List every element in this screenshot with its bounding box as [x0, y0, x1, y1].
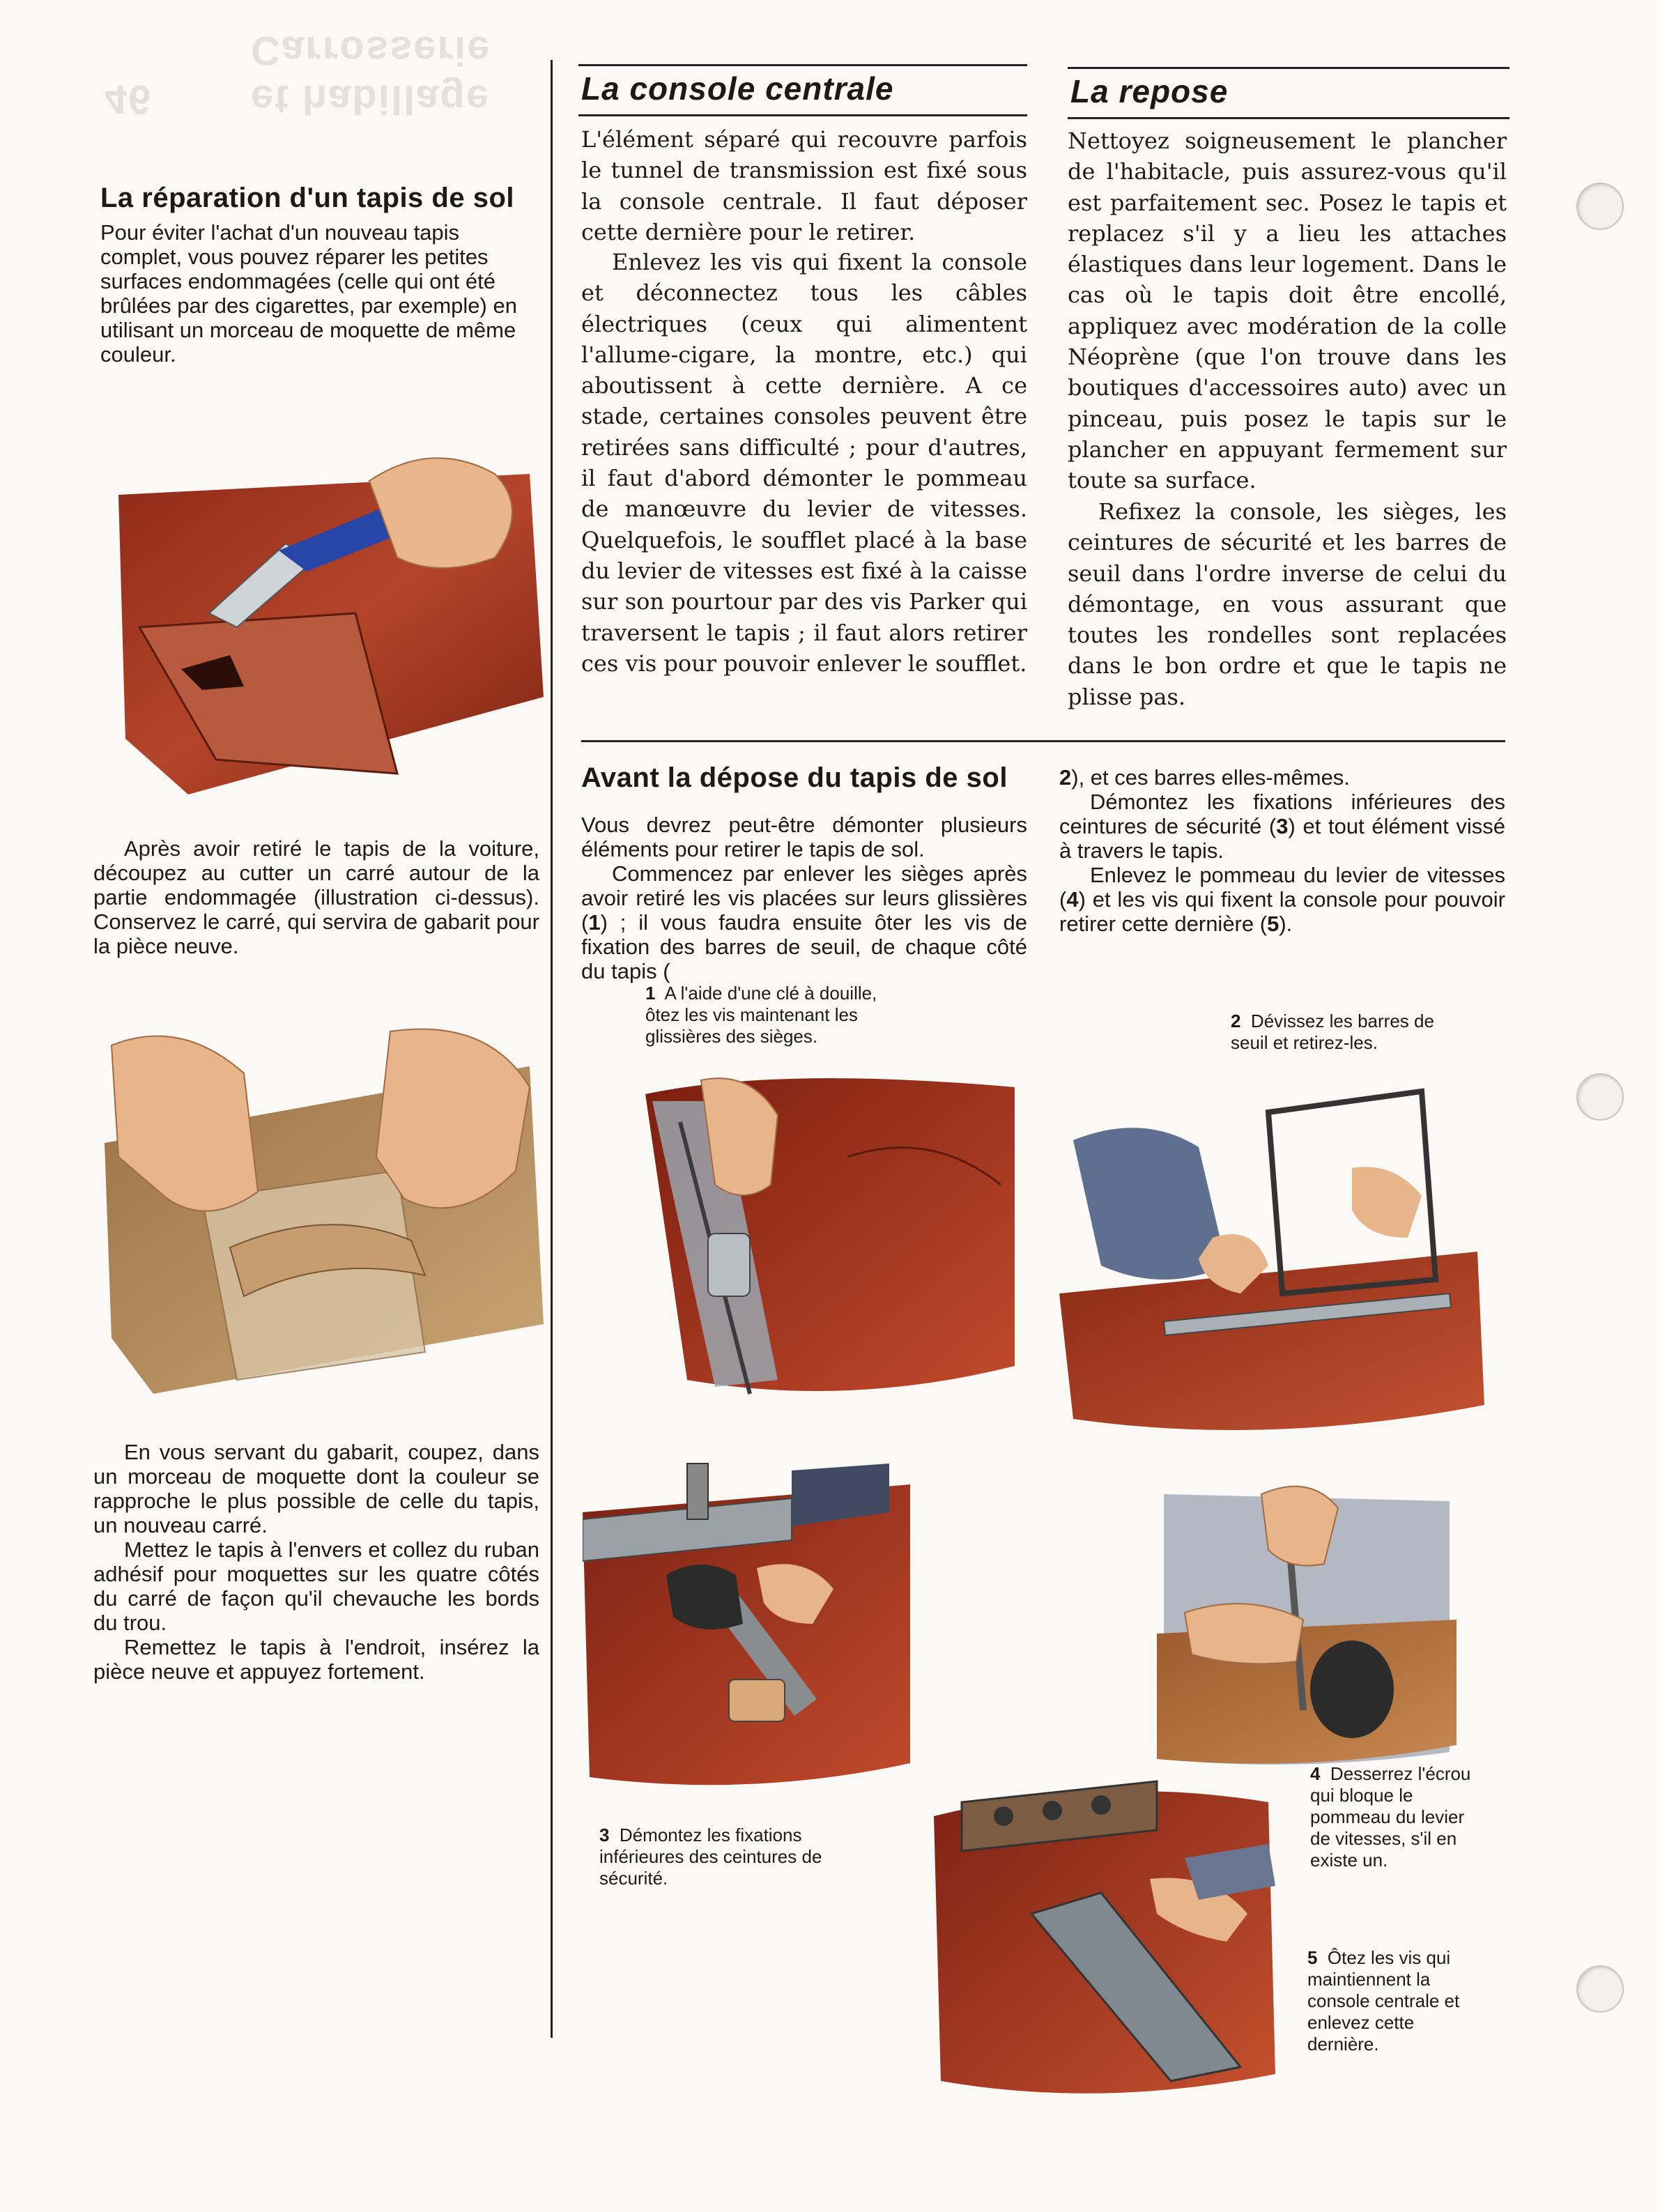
avant-para1: Vous devrez peut-être démonter plusieurs éléments pour retirer le tapis de sol.	[581, 813, 1027, 861]
binder-hole-middle	[1576, 1073, 1624, 1121]
avant-p2c: ), et ces barres elles-mêmes.	[1071, 765, 1350, 790]
caption-3-text: Démontez les fixations inférieures des ceintures de sécurité.	[599, 1825, 822, 1889]
ref-1: 1	[588, 910, 601, 935]
ref-3: 3	[1276, 814, 1289, 838]
caption-4-text: Desserrez l'écrou qui bloque le pommeau du levier de vitesses, s'il en existe un.	[1310, 1763, 1471, 1871]
illustration-seat-rail	[638, 1073, 1029, 1408]
console-para2: Enlevez les vis qui fixent la console et déconnectez tous les câbles électriques (ceux qui alimentent l'allume-cigare, la montre, etc.) qui aboutissent à cette dernière. A ce stade, certaines consoles peuvent être retirées sans difficulté ; pour d'autres, il faut d'abord démonter le pommeau de manœuvre du levier de vitesses. Quelquefois, le soufflet placé à la base du levier de vitesses est fixé à la caisse sur son pourtour par des vis Parker qui traversent le tapis ; il faut alors retirer ces vis pour pouvoir enlever le soufflet.	[581, 249, 1027, 677]
binder-hole-bottom	[1576, 1965, 1624, 2013]
repair-heading: La réparation d'un tapis de sol	[100, 183, 514, 213]
avant-body-col2	[1059, 765, 1505, 936]
console-title: La console centrale	[581, 70, 894, 107]
avant-para2-cont	[1059, 765, 1505, 790]
repose-top-rule	[1068, 67, 1509, 69]
caption-3	[599, 1825, 836, 1889]
avant-body-col1	[581, 813, 1027, 983]
ref-4: 4	[1066, 887, 1079, 912]
caption-5-num: 5	[1307, 1947, 1318, 1968]
repose-title: La repose	[1070, 73, 1229, 109]
caption-5-text: Ôtez les vis qui maintiennent la console centrale et enlevez cette dernière.	[1307, 1947, 1460, 2054]
ghost-header-line2: et habillage	[251, 77, 491, 122]
ref-5: 5	[1267, 912, 1279, 936]
repair-para2: En vous servant du gabarit, coupez, dans un morceau de moquette dont la couleur se rapproche le plus possible de celle du tapis, un nouveau carré.	[93, 1440, 539, 1537]
caption-5	[1307, 1947, 1482, 2055]
binder-hole-top	[1576, 183, 1624, 230]
console-para1: L'élément séparé qui recouvre parfois le tunnel de transmission est fixé sous la console centrale. Il faut déposer cette dernière pour le retirer.	[581, 126, 1027, 245]
repose-para2: Refixez la console, les sièges, les ceintures de sécurité et les barres de seuil dans l'ordre inverse de celui du démontage, en vous assurant que toutes les rondelles sont replacées dans le bon ordre et que le tapis ne plisse pas.	[1068, 498, 1507, 710]
repair-para1: Après avoir retiré le tapis de la voiture, découpez au cutter un carré autour de la partie endommagée (illustration ci-dessus). Conservez le carré, qui servira de gabarit pour la pièce neuve.	[93, 836, 539, 958]
avant-p2b: ) ; il vous faudra ensuite ôter les vis de fixation des barres de seuil, de chaque côté du tapis (	[581, 910, 1027, 983]
repose-title-rule	[1068, 117, 1509, 119]
illustration-console-removal	[920, 1774, 1282, 2102]
illustration-hands-template	[98, 1017, 551, 1408]
avant-para3	[1059, 790, 1505, 863]
avant-p4b: ) et les vis qui fixent la console pour pouvoir retirer cette dernière (	[1059, 887, 1505, 936]
caption-2-text: Dévissez les barres de seuil et retirez-les.	[1231, 1011, 1434, 1053]
illustration-sill-bar	[1059, 1084, 1491, 1433]
caption-2	[1231, 1011, 1461, 1054]
avant-p2a: Commencez par enlever les sièges après avoir retiré les vis placées sur leurs glissières (	[581, 861, 1027, 935]
caption-3-num: 3	[599, 1825, 610, 1845]
console-top-rule	[578, 64, 1027, 66]
caption-1-text: A l'aide d'une clé à douille, ôtez les vis maintenant les glissières des sièges.	[645, 983, 877, 1047]
avant-p3a: Démontez les fixations inférieures des ceintures de sécurité (	[1059, 790, 1505, 838]
caption-2-num: 2	[1231, 1011, 1241, 1031]
ref-2: 2	[1059, 765, 1072, 790]
caption-1	[645, 983, 882, 1047]
avant-p4c: ).	[1279, 912, 1293, 936]
caption-4	[1310, 1763, 1484, 1871]
section-divider	[581, 740, 1505, 742]
repair-intro: Pour éviter l'achat d'un nouveau tapis complet, vous pouvez réparer les petites surfaces endommagées (celle qui ont été brûlées par des cigarettes, par exemple) en utilisant un morceau de moquette de même couleur.	[100, 220, 517, 367]
avant-para2-start	[581, 861, 1027, 983]
avant-heading: Avant la dépose du tapis de sol	[581, 762, 1008, 793]
avant-para4	[1059, 863, 1505, 936]
repair-para4: Remettez le tapis à l'endroit, insérez la pièce neuve et appuyez fortement.	[93, 1635, 539, 1684]
illustration-cutter-carpet	[105, 446, 551, 815]
avant-p4a: Enlevez le pommeau du levier de vitesses (	[1059, 863, 1505, 912]
ghost-page-number: 46	[105, 77, 153, 122]
ghost-header-line1: Carrosserie	[251, 28, 491, 73]
repose-para1: Nettoyez soigneusement le plancher de l'habitacle, puis assurez-vous qu'il est parfaitement sec. Posez le tapis et replacez s'il y a lieu les attaches élastiques dans leur logement. Dans le cas où le tapis doit être encollé, appliquez avec modération de la colle Néoprène (que l'on trouve dans les boutiques d'accessoires auto) avec un pinceau, puis posez le tapis sur le plancher en appuyant fermement sur toute sa surface.	[1068, 128, 1507, 494]
caption-1-num: 1	[645, 983, 656, 1004]
illustration-seatbelt	[583, 1457, 917, 1791]
caption-4-num: 4	[1310, 1763, 1321, 1784]
repair-para3: Mettez le tapis à l'envers et collez du ruban adhésif pour moquettes sur les quatre côtés du carré de façon qu'il chevauche les bords du trou.	[93, 1537, 539, 1635]
column-divider	[551, 60, 553, 2038]
console-title-rule	[578, 114, 1027, 116]
illustration-gear-knob	[1143, 1480, 1463, 1773]
avant-p3b: ) et tout élément vissé à travers le tapis.	[1059, 814, 1505, 863]
